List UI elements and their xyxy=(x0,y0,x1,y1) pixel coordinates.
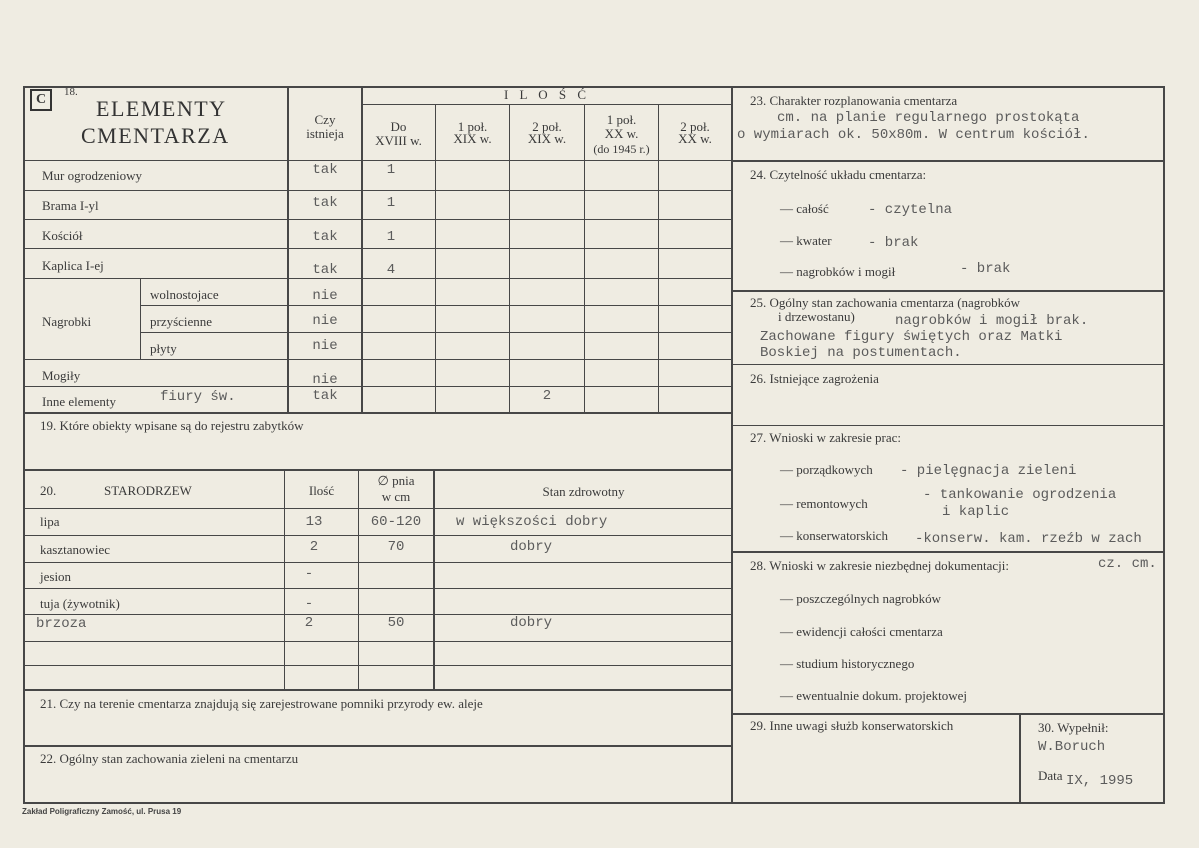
col-xviii-label: XVIII w. xyxy=(375,133,422,148)
section-25-label: 25. Ogólny stan zachowania cmentarza (nagrobków xyxy=(750,295,1021,310)
documentation-item: — studium historycznego xyxy=(780,656,915,671)
legibility-value: - brak xyxy=(868,235,919,251)
inne-label: Inne elementy xyxy=(42,394,116,409)
documentation-item: — ewentualnie dokum. projektowej xyxy=(780,688,968,703)
section-21-label: 21. Czy na terenie cmentarza znajdują się zarejestrowane pomniki przyrody ew. aleje xyxy=(40,696,483,711)
tree-count: - xyxy=(304,596,314,612)
documentation-item: — ewidencji całości cmentarza xyxy=(780,624,943,639)
date-value: IX, 1995 xyxy=(1066,773,1134,789)
inne-exists: tak xyxy=(312,388,338,404)
documentation-item: — poszczególnych nagrobków xyxy=(780,591,942,606)
tree-count: 2 xyxy=(304,615,314,631)
works-cleanup-value: - pielęgnacja zieleni xyxy=(900,463,1077,479)
section-27-label: 27. Wnioski w zakresie prac: xyxy=(750,430,902,445)
element-count: 1 xyxy=(386,162,396,178)
col-1pol-xx-label: 1 poł. xyxy=(606,112,637,127)
tree-name: brzoza xyxy=(36,616,87,632)
col-stan-label: Stan zdrowotny xyxy=(542,484,625,499)
tree-name: lipa xyxy=(40,514,60,529)
works-conservation-value: -konserw. kam. rzeźb w zach xyxy=(915,531,1142,547)
works-renovation-value2: i kaplic xyxy=(942,504,1010,520)
tree-count: - xyxy=(304,566,314,582)
col-ilosc-label: Ilość xyxy=(308,483,335,498)
tree-name: tuja (żywotnik) xyxy=(40,596,120,611)
element-count: 1 xyxy=(386,195,396,211)
col-2pol-xx-sub: XX w. xyxy=(678,131,712,146)
section-18-number: 18. xyxy=(64,86,78,98)
col-1pol-xix-sub: XIX w. xyxy=(453,131,492,146)
element-exists: tak xyxy=(312,262,338,278)
section-22-label: 22. Ogólny stan zachowania zieleni na cmentarzu xyxy=(40,751,299,766)
nagrobki-type-label: przyścienne xyxy=(150,314,213,329)
filled-by-name: W.Boruch xyxy=(1038,739,1106,755)
tree-state: dobry xyxy=(510,615,553,631)
tree-diameter: 50 xyxy=(387,615,405,631)
col-2pol-xix-sub: XIX w. xyxy=(527,131,567,146)
legibility-label: — kwater xyxy=(780,233,832,248)
col-pnia-label: ∅ pnia xyxy=(377,473,415,488)
legibility-value: - brak xyxy=(960,261,1011,277)
mogily-label: Mogiły xyxy=(42,368,81,383)
col-istnieja-label: istnieja xyxy=(306,126,344,141)
tree-count: 13 xyxy=(305,514,323,530)
works-conservation-label: — konserwatorskich xyxy=(780,528,888,543)
col-1pol-xx-note: (do 1945 r.) xyxy=(593,142,650,156)
section-24-label: 24. Czytelność układu cmentarza: xyxy=(750,167,927,182)
legibility-value: - czytelna xyxy=(868,202,953,218)
col-2pol-xx-label: 2 poł. xyxy=(680,119,710,134)
element-label: Kaplica I-ej xyxy=(42,258,104,273)
element-label: Kościół xyxy=(42,228,83,243)
element-exists: tak xyxy=(312,162,338,178)
section-28-typed: cz. cm. xyxy=(1098,556,1157,572)
section-23-typed-line2: o wymiarach ok. 50x80m. W centrum kościół. xyxy=(737,127,1090,143)
form-letter-c: C xyxy=(35,92,47,107)
element-label: Mur ogrodzeniowy xyxy=(42,168,143,183)
section-25-typed-line1: nagrobków i mogił brak. xyxy=(895,313,1089,329)
element-label: Brama I-yl xyxy=(42,198,99,213)
tree-diameter: 60-120 xyxy=(370,514,422,530)
tree-state: dobry xyxy=(510,539,553,555)
section-26-label: 26. Istniejące zagrożenia xyxy=(750,371,879,386)
col-1pol-xix-label: 1 poł. xyxy=(457,119,488,134)
element-count: 4 xyxy=(386,262,396,278)
nagrobki-exists: nie xyxy=(312,288,338,304)
section-29-label: 29. Inne uwagi służb konserwatorskich xyxy=(750,718,954,733)
inne-typed: fiury św. xyxy=(160,389,236,405)
mogily-exists: nie xyxy=(312,372,338,388)
printer-footer: Zakład Poligraficzny Zamość, ul. Prusa 19 xyxy=(22,807,182,816)
tree-state: w większości dobry xyxy=(456,514,608,530)
section-28-label: 28. Wnioski w zakresie niezbędnej dokumentacji: xyxy=(750,558,1009,573)
ilosc-header: I L O Ś Ć xyxy=(503,87,591,102)
element-count: 1 xyxy=(386,229,396,245)
nagrobki-exists: nie xyxy=(312,313,338,329)
section-25-typed-line2: Zachowane figury świętych oraz Matki xyxy=(760,329,1063,345)
date-label: Data xyxy=(1038,768,1063,783)
section-25-label-cont: i drzewostanu) xyxy=(778,309,855,324)
works-renovation-value1: - tankowanie ogrodzenia xyxy=(923,487,1117,503)
col-pnia-unit: w cm xyxy=(381,489,411,504)
section-20-number: 20. xyxy=(40,483,57,498)
tree-diameter: 70 xyxy=(387,539,405,555)
col-1pol-xx-sub: XX w. xyxy=(604,126,639,141)
section-23-typed-line1: cm. na planie regularnego prostokąta xyxy=(777,110,1080,126)
section-18-title-line1: ELEMENTY xyxy=(96,96,227,121)
section-18-title-line2: CMENTARZA xyxy=(81,123,230,148)
works-cleanup-label: — porządkowych xyxy=(780,462,873,477)
element-exists: tak xyxy=(312,229,338,245)
section-20-title: STARODRZEW xyxy=(104,483,192,498)
inne-count: 2 xyxy=(542,388,552,404)
element-exists: tak xyxy=(312,195,338,211)
col-do-label: Do xyxy=(390,119,407,134)
col-2pol-xix-label: 2 poł. xyxy=(532,119,562,134)
tree-name: kasztanowiec xyxy=(40,542,111,557)
tree-name: jesion xyxy=(40,569,72,584)
section-25-typed-line3: Boskiej na postumentach. xyxy=(760,345,962,361)
nagrobki-type-label: płyty xyxy=(150,341,177,356)
nagrobki-exists: nie xyxy=(312,338,338,354)
section-23-label: 23. Charakter rozplanowania cmentarza xyxy=(750,93,958,108)
works-renovation-label: — remontowych xyxy=(780,496,868,511)
col-czy-label: Czy xyxy=(314,112,336,127)
section-30-label: 30. Wypełnił: xyxy=(1038,720,1109,735)
tree-count: 2 xyxy=(309,539,319,555)
legibility-label: — nagrobków i mogił xyxy=(780,264,896,279)
legibility-label: — całość xyxy=(780,201,829,216)
nagrobki-type-label: wolnostojace xyxy=(150,287,219,302)
nagrobki-label: Nagrobki xyxy=(42,314,92,329)
section-19-label: 19. Które obiekty wpisane są do rejestru zabytków xyxy=(40,418,304,433)
